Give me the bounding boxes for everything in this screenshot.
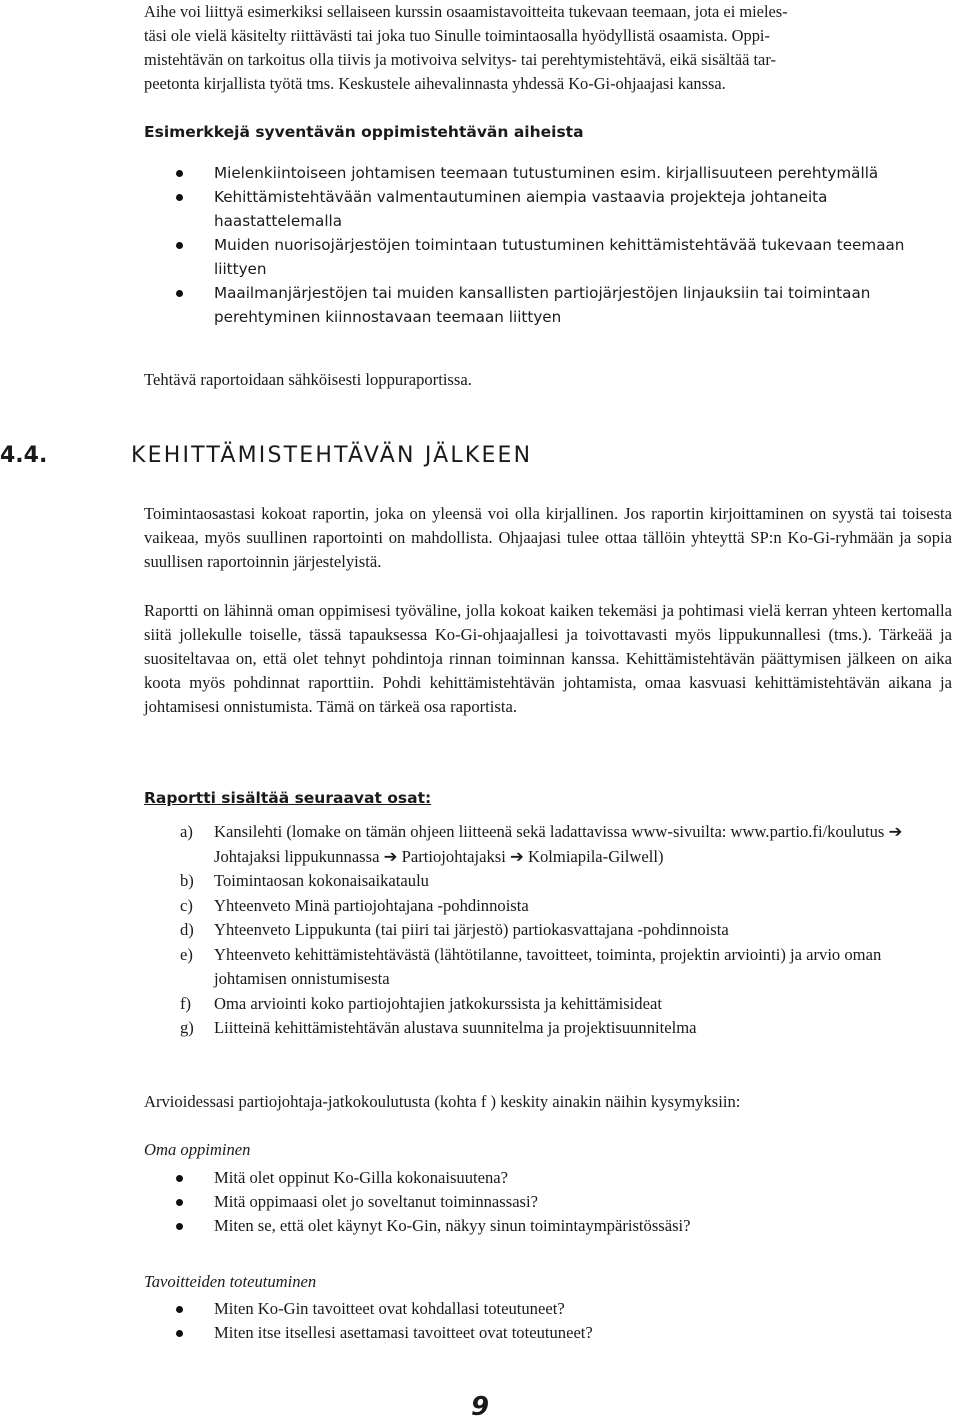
item-text: Yhteenveto kehittämistehtävästä (lähtötilanne, tavoitteet, toiminta, projektin arviointi) ja arvio oman johtamisen onnistumisesta: [214, 944, 882, 988]
bullet-icon: [176, 1306, 183, 1313]
list-item: [144, 820, 952, 869]
list-item-text: Mielenkiintoiseen johtamisen teemaan tutustuminen esim. kirjallisuuteen perehtymällä: [214, 164, 879, 182]
list-item-text: Kehittämistehtävään valmentautuminen aiempia vastaavia projekteja johtaneita haastattelemalla: [214, 188, 828, 230]
bullet-icon: [176, 1175, 183, 1182]
own-learning-list: [144, 1166, 952, 1238]
body-paragraph: Toimintaosastasi kokoat raportin, joka on yleensä voi olla kirjallinen. Jos raportin kirjoittaminen on syystä tai toisesta vaikeaa, myös suullinen raportointi on mahdollista. Ohjaajasi tulee ottaa tällöin yhteyttä SP:n Ko-Gi-ryhmään ja sopia suullisen raportoinnin järjestelyistä.: [144, 504, 952, 571]
list-item: [144, 185, 952, 233]
intro-line: Aihe voi liittyä esimerkiksi sellaiseen kurssin osaamistavoitteita tukevaan teemaan, jota ei mieles-: [144, 2, 788, 21]
intro-line: mistehtävän on tarkoitus olla tiivis ja motivoiva selvitys- tai perehtymistehtävä, eikä sisältää tar-: [144, 50, 776, 69]
section-number: 4.4.: [0, 443, 48, 468]
item-text: Yhteenveto Minä partiojohtajana -pohdinnoista: [214, 895, 529, 915]
bullet-icon: [176, 242, 183, 249]
page-number: 9: [470, 1392, 490, 1422]
section-title: KEHITTÄMISTEHTÄVÄN JÄLKEEN: [131, 443, 533, 468]
list-item: [144, 1016, 952, 1041]
item-label: b): [180, 871, 194, 890]
list-item: [144, 233, 952, 281]
item-label: c): [180, 895, 193, 915]
bullet-icon: [176, 290, 183, 297]
list-item: [144, 992, 952, 1017]
item-label: f): [180, 993, 192, 1013]
list-item-text: Miten se, että olet käynyt Ko-Gin, näkyy sinun toimintaympäristössäsi?: [214, 1216, 691, 1235]
examples-list: [144, 161, 952, 329]
item-text: Liitteinä kehittämistehtävän alustava suunnitelma ja projektisuunnitelma: [214, 1018, 697, 1037]
bullet-icon: [176, 194, 183, 201]
report-heading-text: Raportti sisältää seuraavat osat:: [144, 789, 432, 807]
list-item: [144, 1166, 952, 1190]
intro-line: täsi ole vielä käsitelty riittävästi tai joka tuo Sinulle toimintaosalla hyödyllistä osaamista. Oppi-: [144, 26, 770, 45]
intro-line: peetonta kirjallista työtä tms. Keskustele aihevalinnasta yhdessä Ko-Gi-ohjaajasi kanssa.: [144, 74, 726, 93]
item-text: Yhteenveto Lippukunta (tai piiri tai järjestö) partiokasvattajana -pohdinnoista: [214, 920, 729, 939]
bullet-icon: [176, 1199, 183, 1206]
list-item-text: Muiden nuorisojärjestöjen toimintaan tutustuminen kehittämistehtävää tukevaan teemaan liittyen: [214, 236, 905, 278]
list-item: [144, 1190, 952, 1214]
section-heading: [0, 440, 960, 472]
item-label: e): [180, 944, 193, 964]
examples-heading: Esimerkkejä syventävän oppimistehtävän aiheista: [144, 123, 584, 141]
list-item: [144, 918, 952, 943]
bullet-icon: [176, 170, 183, 177]
list-item: [144, 281, 952, 329]
list-item-text: Miten itse itsellesi asettamasi tavoitteet ovat toteutuneet?: [214, 1323, 593, 1342]
evaluation-note: Arvioidessasi partiojohtaja-jatkokoulutusta (kohta f ) keskity ainakin näihin kysymyksiin:: [144, 1092, 741, 1111]
item-text: Kansilehti (lomake on tämän ohjeen liitteenä sekä ladattavissa www-sivuilta: www.partio.fi/koulutus ➔ Johtajaksi lippukunnassa ➔ Partiojohtajaksi ➔ Kolmiapila-Gilwell): [214, 822, 903, 866]
report-heading: [144, 786, 952, 810]
list-item-text: Maailmanjärjestöjen tai muiden kansallisten partiojärjestöjen linjauksiin tai toimintaan perehtyminen kiinnostavaan teemaan liittyen: [214, 284, 871, 326]
body-paragraph: Raportti on lähinnä oman oppimisesi työväline, jolla kokoat kaiken tekemäsi ja pohtimasi vielä kerran yhteen kertomalla siitä jollekulle toiselle, tässä tapauksessa Ko-Gi-ohjaajallesi ja toivottavasti myös lippukunnallesi (tms.). Tärkeää ja suositeltavaa on, että olet tehnyt pohdintoja rinnan toiminnan kanssa. Kehittämistehtävän päättymisen jälkeen on aika koota myös pohdinnat raporttiin. Pohdi kehittämistehtävän johtamista, omaa kasvuasi kehittämistehtävän aikana ja johtamisesi onnistumista. Tämä on tärkeä osa raportista.: [144, 601, 952, 716]
item-text: Oma arviointi koko partiojohtajien jatkokurssista ja kehittämisideat: [214, 993, 662, 1013]
examples-note: Tehtävä raportoidaan sähköisesti loppuraportissa.: [144, 370, 472, 389]
list-item-text: Mitä oppimaasi olet jo soveltanut toiminnassasi?: [214, 1192, 538, 1211]
list-item: [144, 869, 952, 894]
list-item: [144, 943, 952, 992]
item-label: d): [180, 920, 194, 939]
goals-list: [144, 1297, 952, 1345]
item-text: Toimintaosan kokonaisaikataulu: [214, 871, 429, 890]
list-item-text: Miten Ko-Gin tavoitteet ovat kohdallasi toteutuneet?: [214, 1299, 565, 1318]
list-item: [144, 894, 952, 919]
bullet-icon: [176, 1330, 183, 1337]
item-label: a): [180, 822, 193, 841]
own-learning-heading: Oma oppiminen: [144, 1140, 251, 1159]
report-parts-list: [144, 820, 952, 1041]
list-item: [144, 1321, 952, 1345]
goals-heading: Tavoitteiden toteutuminen: [144, 1272, 317, 1291]
list-item: [144, 161, 952, 185]
intro-paragraph: [144, 0, 952, 96]
list-item: [144, 1214, 952, 1238]
item-label: g): [180, 1018, 194, 1037]
list-item-text: Mitä olet oppinut Ko-Gilla kokonaisuutena?: [214, 1168, 509, 1187]
list-item: [144, 1297, 952, 1321]
bullet-icon: [176, 1223, 183, 1230]
